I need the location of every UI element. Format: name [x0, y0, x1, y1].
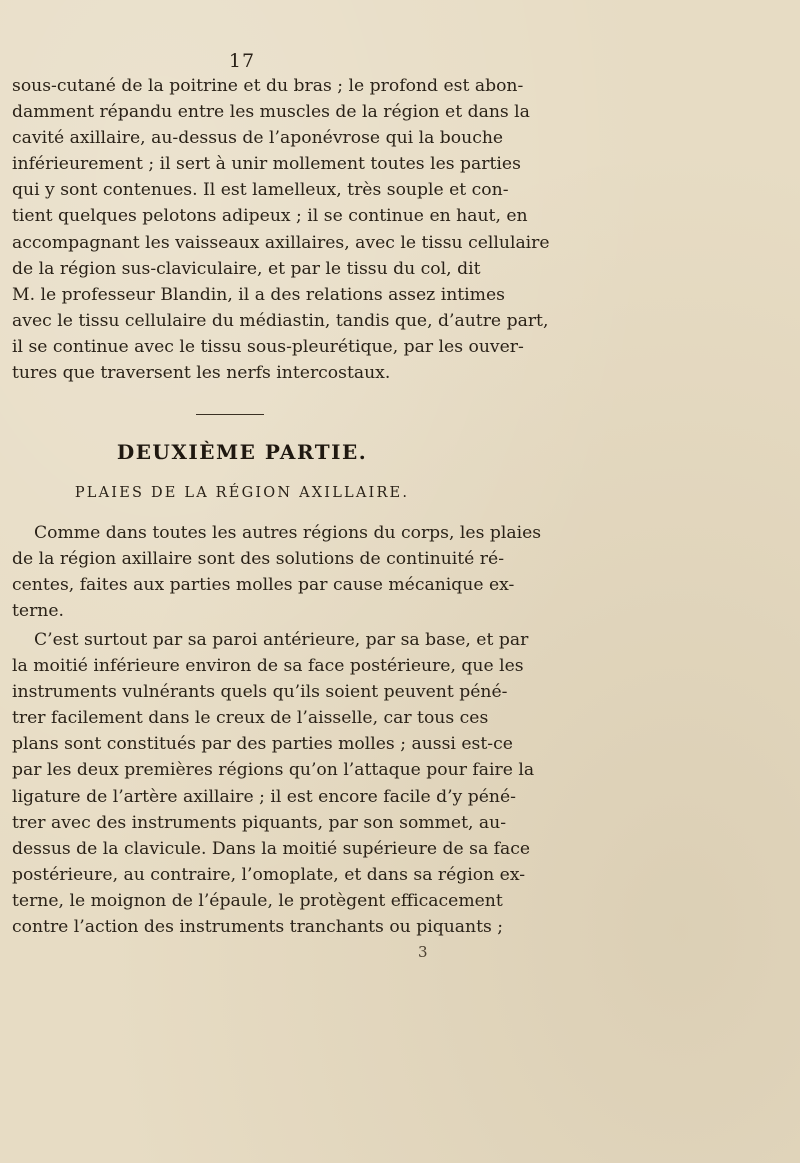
text-line: terne. [12, 601, 64, 622]
signature-mark: 3 [418, 943, 428, 961]
text-line: M. le professeur Blandin, il a des relations assez intimes [12, 284, 505, 305]
text-line: accompagnant les vaisseaux axillaires, avec le tissu cellulaire [12, 232, 550, 253]
text-line: qui y sont contenues. Il est lamelleux, très souple et con- [12, 180, 509, 201]
text-line: instruments vulnérants quels qu’ils soient peuvent péné- [12, 682, 508, 703]
text-line: sous-cutané de la poitrine et du bras ; le profond est abon- [12, 76, 524, 96]
text-line: damment répandu entre les muscles de la région et dans la [12, 102, 530, 123]
text-line: il se continue avec le tissu sous-pleurétique, par les ouver- [12, 336, 524, 357]
text-line: tient quelques pelotons adipeux ; il se continue en haut, en [12, 206, 528, 227]
text-line: de la région sus-claviculaire, et par le tissu du col, dit [12, 258, 481, 279]
text-line: Comme dans toutes les autres régions du corps, les plaies [34, 523, 542, 543]
text-line: avec le tissu cellulaire du médiastin, tandis que, d’autre part, [12, 310, 549, 331]
text-line: ligature de l’artère axillaire ; il est encore facile d’y péné- [12, 786, 516, 807]
paragraph-anatomy [12, 627, 535, 940]
text-line: contre l’action des instruments tranchants ou piquants ; [12, 917, 504, 938]
section-divider [196, 414, 264, 415]
section-title: PLAIES DE LA RÉGION AXILLAIRE. [74, 485, 410, 501]
text-line: la moitié inférieure environ de sa face postérieure, que les [12, 656, 524, 677]
text-line: C’est surtout par sa paroi antérieure, par sa base, et par [34, 630, 529, 650]
text-line: trer facilement dans le creux de l’aisselle, car tous ces [12, 708, 489, 729]
text-line: par les deux premières régions qu’on l’attaque pour faire la [12, 760, 535, 781]
text-line: plans sont constitués par des parties molles ; aussi est-ce [12, 734, 513, 755]
text-line: inférieurement ; il sert à unir mollement toutes les parties [12, 154, 521, 175]
page-number: 17 [228, 50, 256, 72]
text-line: dessus de la clavicule. Dans la moitié supérieure de sa face [12, 838, 531, 859]
paragraph-continuation [12, 73, 550, 386]
text-line: tures que traversent les nerfs intercostaux. [12, 363, 391, 384]
text-line: terne, le moignon de l’épaule, le protègent efficacement [12, 890, 503, 911]
text-line: cavité axillaire, au-dessus de l’aponévrose qui la bouche [12, 128, 504, 149]
text-line: de la région axillaire sont des solutions de continuité ré- [12, 549, 505, 570]
text-line: trer avec des instruments piquants, par son sommet, au- [12, 812, 507, 833]
paragraph-definition [12, 520, 542, 624]
text-line: postérieure, au contraire, l’omoplate, et dans sa région ex- [12, 864, 526, 885]
text-line: centes, faites aux parties molles par cause mécanique ex- [12, 575, 515, 596]
part-title: DEUXIÈME PARTIE. [116, 440, 368, 464]
